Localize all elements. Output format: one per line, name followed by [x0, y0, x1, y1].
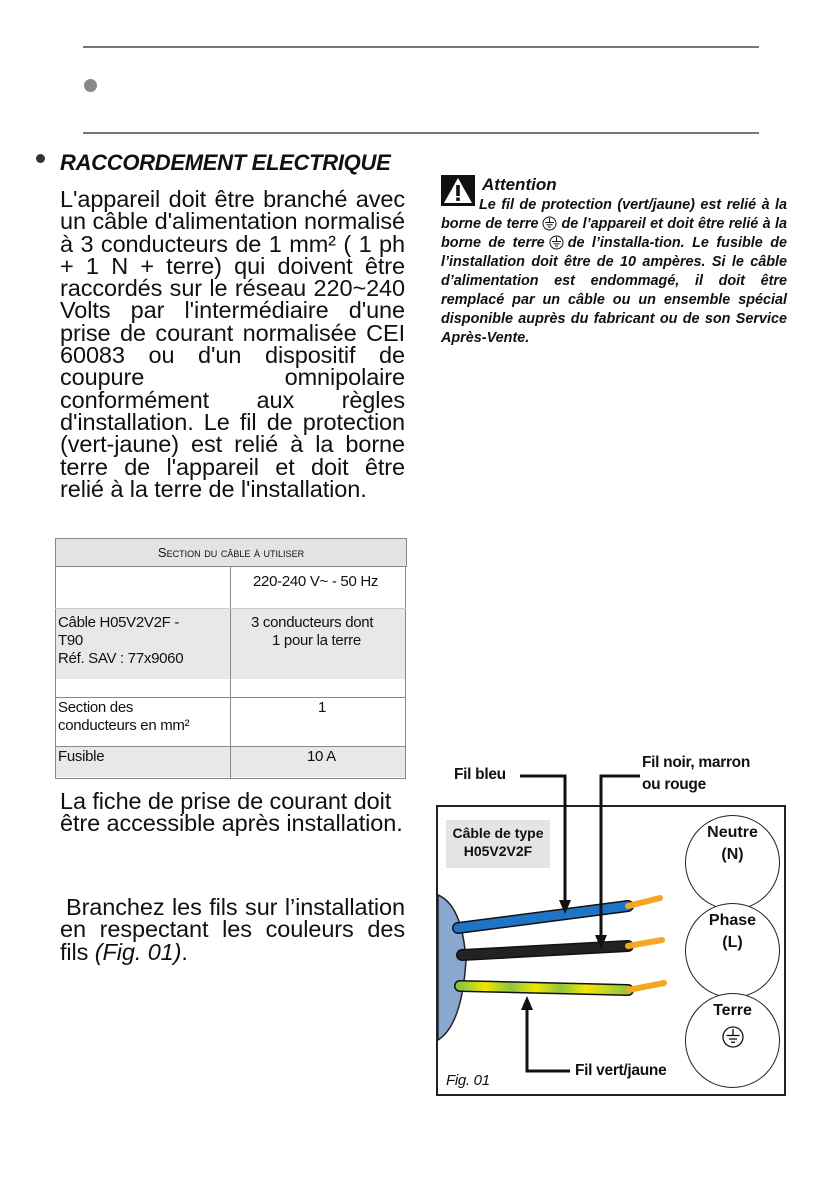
terminal-phase: Phase (L) — [685, 903, 780, 998]
installation-paragraph: L'appareil doit être branché avec un câble d'alimentation normalisé à 3 conducteurs de 1 mm² ( 1 ph + 1 N + terre) qui doivent être raccordés sur le réseau 220~240 Volts par l'intermédiaire d'une prise de courant normalisée CEI 60083 ou d'un dispositif de coupure omnipolaire conformément aux règles d'installation. Le fil de protection (vert-jaune) est relié à la borne terre de l'appareil et doit être relié à la terre de l'installation. — [60, 186, 405, 502]
green-callout-line — [527, 1005, 570, 1071]
blue-wire-tip — [628, 898, 660, 906]
voltage-cell: 220-240 V~ - 50 Hz — [253, 573, 379, 590]
wiring-paragraph: Branchez les fils sur l’installation en respectant les couleurs des fils (Fig. 01). — [60, 894, 405, 965]
figure-reference: (Fig. 01) — [94, 938, 182, 965]
fuse-value: 10 A — [307, 748, 336, 765]
cable-type-box: Câble de type H05V2V2F — [446, 820, 550, 868]
warning-title: Attention — [482, 175, 557, 194]
earth-icon — [722, 1026, 744, 1048]
plug-paragraph: La fiche de prise de courant doit être accessible après installation. — [60, 788, 403, 837]
section-value: 1 — [318, 699, 327, 716]
warning-text: Le fil de protection (vert/jaune) est relié à la borne de terre de l’appareil et doit être relié à la borne de terre de l’installa-tion. Le fusible de l’installation doit être de 10 ampères. Si le câble d’alimentation est endommagé, il doit être remplacé par un câble ou un ensemble spécial disponible auprès du fabricant ou de son Service Après-Vente. — [441, 197, 788, 346]
cable-label-2: T90 — [58, 632, 83, 649]
terminal-earth: Terre — [685, 993, 780, 1088]
cable-value-1: 3 conducteurs dont — [251, 614, 374, 631]
section-label-2: conducteurs en mm² — [58, 717, 190, 734]
cable-label-1: Câble H05V2V2F - — [58, 614, 180, 631]
green-wire-tip — [628, 983, 664, 990]
blue-wire-label: Fil bleu — [454, 766, 506, 783]
cable-label-3: Réf. SAV : 77x9060 — [58, 650, 184, 667]
section-title: RACCORDEMENT ELECTRIQUE — [60, 150, 391, 175]
figure-caption: Fig. 01 — [446, 1072, 490, 1089]
black-callout-line — [601, 776, 640, 940]
black-wire-tip — [628, 940, 662, 946]
cable-value-2: 1 pour la terre — [272, 632, 361, 649]
black-wire-label-2: ou rouge — [642, 776, 706, 793]
section-label-1: Section des — [58, 699, 134, 716]
table-header: Section du câble à utiliser — [55, 538, 407, 567]
terminal-neutral: Neutre (N) — [685, 815, 780, 910]
black-wire-label-1: Fil noir, marron — [642, 754, 751, 771]
wiring-text: Branchez les fils sur l’installation en respectant les couleurs des fils — [60, 894, 405, 965]
cable-sheath — [438, 895, 466, 1040]
green-wire-label: Fil vert/jaune — [575, 1062, 667, 1079]
fuse-label: Fusible — [58, 748, 105, 765]
